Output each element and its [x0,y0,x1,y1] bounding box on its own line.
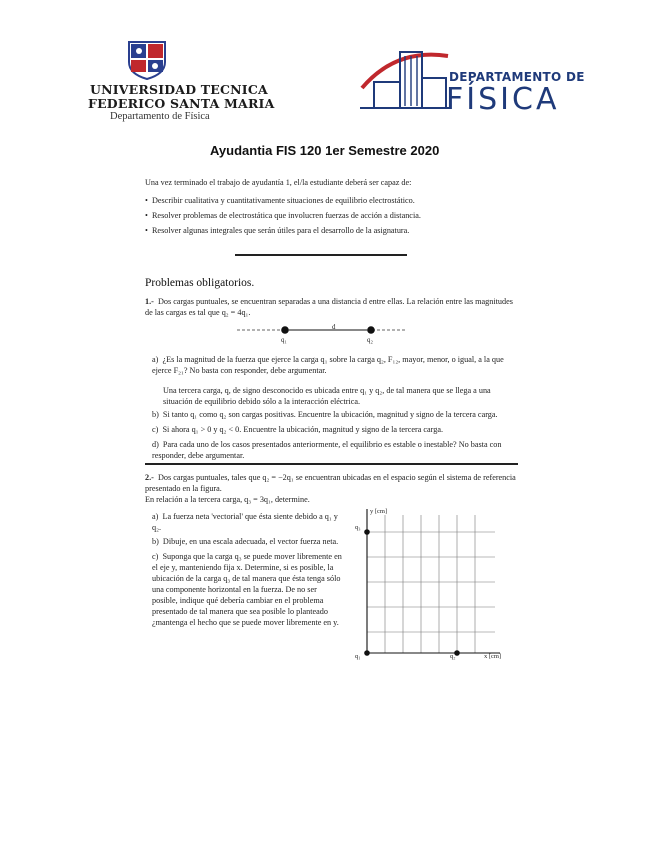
divider [235,254,407,256]
problem2-statement: 2.- Dos cargas puntuales, tales que q₂ = −2q₁ se encuentran ubicadas en el espacio según el sistema de referencia presentado en la figura. [145,473,516,493]
diagram-distance-d: d [332,323,336,331]
physics-department-label: DEPARTAMENTO DE [449,70,585,84]
page-title: Ayudantia FIS 120 1er Semestre 2020 [210,143,440,158]
problem1-statement: 1.- Dos cargas puntuales, se encuentran separadas a una distancia d entre ellas. La relación entre las magnitudes de las cargas es tal que q₂ = 4q₁. [145,297,513,317]
charge-q1-point [364,650,370,656]
problem1-item-a: a) ¿Es la magnitud de la fuerza que ejerce la carga q₁ sobre la carga q₂, F₁₂, mayor, menor, o igual, a la que ejerce F₂₁? No basta con responder, debe argumentar. [152,355,504,375]
university-department: Departamento de Física [110,111,210,122]
intro-bullet: • Resolver problemas de electrostática que involucren fuerzas de acción a distancia. [145,211,421,220]
problem1-charges-diagram [235,320,407,348]
problem1-item-b: b) Si tanto q₁ como q₂ son cargas positivas. Encuentre la ubicación, magnitud y signo de la tercera carga. [152,410,498,419]
problem1-item-d: d) Para cada uno de los casos presentados anteriormente, el equilibrio es estable o inestable? No basta con responder, debe argumentar. [152,440,502,460]
problem2-item-a: a) La fuerza neta 'vectorial' que ésta siente debido a q₁ y q₂. [152,512,338,532]
university-name-line2: FEDERICO SANTA MARIA [88,96,275,111]
intro-lead: Una vez terminado el trabajo de ayudantía 1, el/la estudiante deberá ser capaz de: [145,178,412,187]
grid-y-label: y [cm] [370,508,388,515]
diagram-charge-q2: q₂ [367,336,373,344]
problem1-item-c: c) Si ahora q₁ > 0 y q₂ < 0. Encuentre la ubicación, magnitud y signo de la tercera carga. [152,425,444,434]
grid-x-label: x [cm] [484,653,502,660]
problem2-item-c: c) Suponga que la carga q₃ se puede mover libremente en el eje y, manteniendo fija x. Determine, si es posible, la ubicación de la carga q₃ de tal manera que ésta tenga sólo una componente horizontal en la fuerza. De no ser posible, indique qué debería cambiar en el problema presentado de tal manera que sea posible lo planteado ¿mantenga el hecho que se puede mover libremente en y. [152,552,342,627]
physics-department-name: FÍSICA [446,82,560,117]
grid-charge-label-q3: q₃ [355,524,361,531]
section-title: Problemas obligatorios. [145,277,255,289]
problem1-context: Una tercera carga, q, de signo desconocido es ubicada entre q₁ y q₂, de tal manera que se llega a una situación de equilibrio debido sólo a la interacción eléctrica. [163,386,491,406]
intro-bullet: • Resolver algunas integrales que serán útiles para el desarrollo de la asignatura. [145,226,410,235]
usm-crest-logo [125,40,169,80]
charge-q3-point [364,529,370,535]
grid-lines [367,515,495,653]
problem2-item-b: b) Dibuje, en una escala adecuada, el vector fuerza neta. [152,537,339,546]
problem2-relation: En relación a la tercera carga, q₃ = 3q₁, determine. [145,495,310,504]
university-name-line1: UNIVERSIDAD TECNICA [90,82,268,97]
grid-charge-label-q1: q₁ [355,653,361,660]
diagram-charge-q1: q₁ [281,336,287,344]
intro-bullet: • Describir cualitativa y cuantitativamente situaciones de equilibrio electrostático. [145,196,415,205]
divider [145,463,518,465]
problem2-grid-figure [350,505,520,665]
grid-charge-label-q2: q₂ [450,653,456,660]
physics-department-building-logo [356,42,452,114]
